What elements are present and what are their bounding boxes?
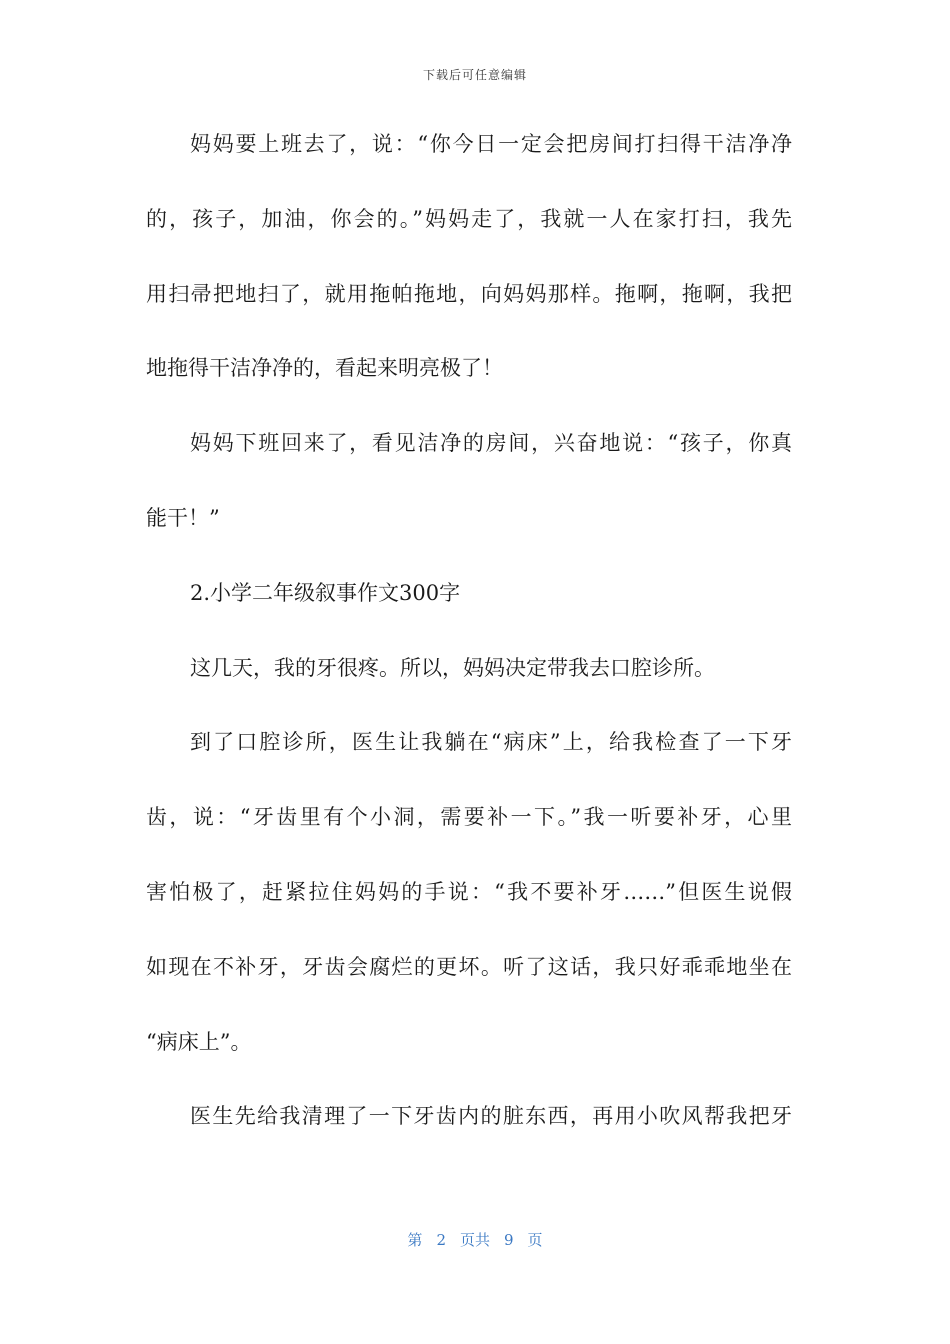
footer-label-suffix: 页	[527, 1231, 543, 1249]
text-line: 妈妈要上班去了，说：“你今日一定会把房间打扫得干洁净净	[190, 132, 792, 156]
page-footer	[0, 1229, 950, 1250]
total-pages-number: 9	[504, 1231, 514, 1249]
text-line: 如现在不补牙，牙齿会腐烂的更坏。听了这话，我只好乖乖地坐在	[146, 954, 792, 979]
current-page-number: 2	[436, 1231, 446, 1249]
text-line: 的，孩子，加油，你会的。”妈妈走了，我就一人在家打扫，我先	[146, 206, 792, 231]
footer-label-prefix: 第	[407, 1231, 423, 1249]
text-line: 能干！”	[146, 505, 220, 530]
text-line: 到了口腔诊所，医生让我躺在“病床”上，给我检查了一下牙	[190, 730, 792, 755]
text-line: 这几天，我的牙很疼。所以，妈妈决定带我去口腔诊所。	[190, 655, 715, 680]
text-line: 齿，说：“牙齿里有个小洞，需要补一下。”我一听要补牙，心里	[146, 805, 792, 830]
section-heading: 2.小学二年级叙事作文300字	[190, 580, 461, 605]
text-line: “病床上”。	[146, 1029, 252, 1054]
text-line: 医生先给我清理了一下牙齿内的脏东西，再用小吹风帮我把牙	[190, 1104, 792, 1129]
page-header: 下载后可任意编辑	[422, 68, 527, 82]
text-line: 地拖得干洁净净的，看起来明亮极了！	[146, 356, 503, 381]
text-line: 用扫帚把地扫了，就用拖帕拖地，向妈妈那样。拖啊，拖啊，我把	[146, 281, 792, 306]
text-line: 害怕极了，赶紧拉住妈妈的手说：“我不要补牙……”但医生说假	[146, 879, 792, 904]
document-body	[146, 124, 792, 1171]
footer-label-middle: 页共	[459, 1231, 490, 1249]
text-line: 妈妈下班回来了，看见洁净的房间，兴奋地说：“孩子，你真	[190, 431, 792, 456]
